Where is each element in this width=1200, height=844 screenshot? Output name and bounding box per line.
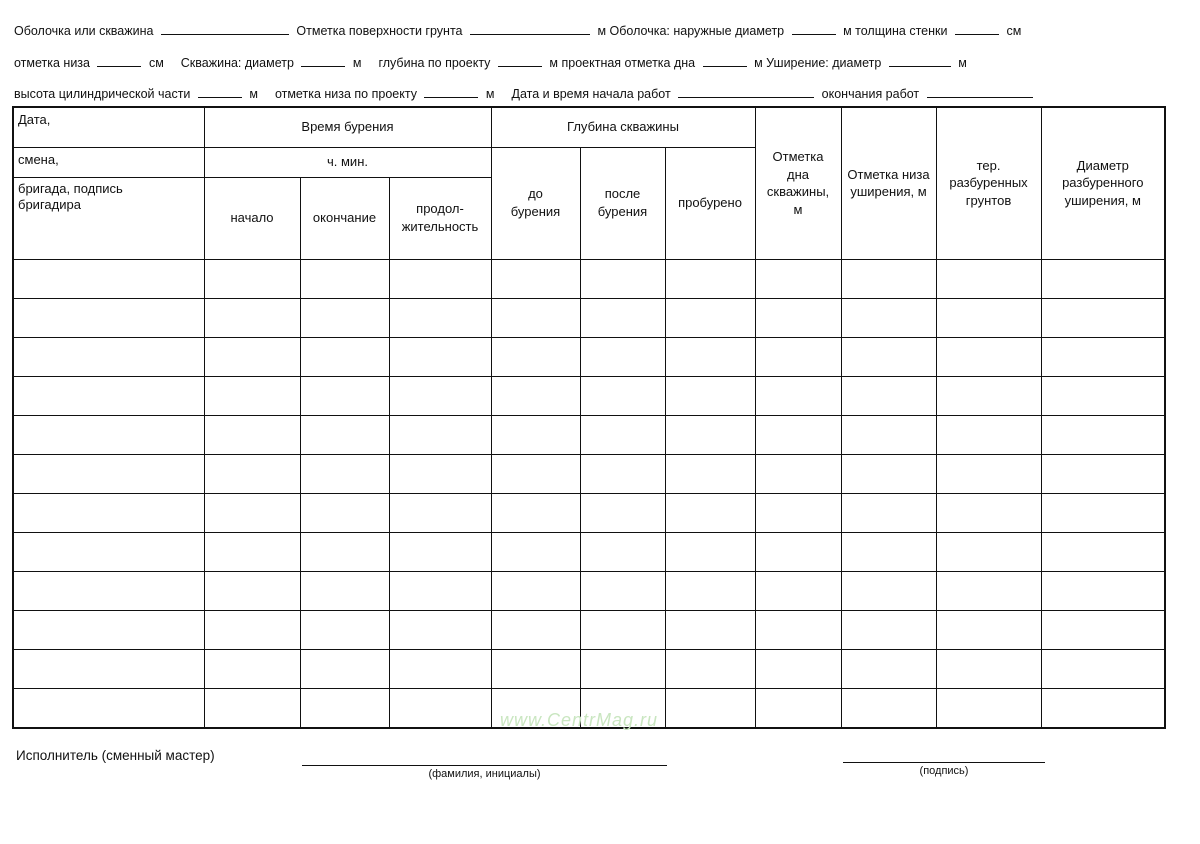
- table-cell[interactable]: [936, 454, 1041, 493]
- col-date-header: Дата,: [13, 107, 204, 147]
- table-cell[interactable]: [389, 688, 491, 728]
- unit-m: м: [754, 56, 763, 70]
- start-time-header: начало: [204, 177, 300, 259]
- table-cell[interactable]: [13, 649, 204, 688]
- table-cell[interactable]: [204, 571, 300, 610]
- col-brigade-header: бригада, подпись бригадира: [13, 177, 204, 259]
- unit-m: м: [958, 56, 967, 70]
- table-cell[interactable]: [580, 259, 665, 298]
- table-cell[interactable]: [841, 259, 936, 298]
- table-cell[interactable]: [755, 376, 841, 415]
- table-cell[interactable]: [665, 688, 755, 728]
- table-cell[interactable]: [300, 259, 389, 298]
- signature-caption: (подпись): [919, 765, 969, 777]
- table-cell[interactable]: [204, 298, 300, 337]
- table-cell[interactable]: [1041, 649, 1165, 688]
- table-cell[interactable]: [1041, 376, 1165, 415]
- table-cell[interactable]: [755, 454, 841, 493]
- drill-time-group-header: Время бурения: [204, 107, 491, 147]
- table-row: [13, 415, 1165, 454]
- table-cell[interactable]: [755, 610, 841, 649]
- table-cell[interactable]: [665, 532, 755, 571]
- table-cell[interactable]: [841, 571, 936, 610]
- table-cell[interactable]: [936, 493, 1041, 532]
- table-cell[interactable]: [665, 415, 755, 454]
- table-cell[interactable]: [580, 337, 665, 376]
- table-cell[interactable]: [13, 454, 204, 493]
- table-cell[interactable]: [936, 259, 1041, 298]
- table-cell[interactable]: [13, 610, 204, 649]
- table-cell[interactable]: [389, 610, 491, 649]
- soil-type-header: тер. разбуренных грунтов: [936, 107, 1041, 259]
- table-cell[interactable]: [841, 532, 936, 571]
- table-cell[interactable]: [300, 532, 389, 571]
- table-cell[interactable]: [580, 376, 665, 415]
- table-cell[interactable]: [1041, 415, 1165, 454]
- table-cell[interactable]: [665, 259, 755, 298]
- table-cell[interactable]: [665, 298, 755, 337]
- end-time-header: окончание: [300, 177, 389, 259]
- table-cell[interactable]: [491, 493, 580, 532]
- table-cell[interactable]: [1041, 532, 1165, 571]
- table-cell[interactable]: [491, 259, 580, 298]
- table-row: [13, 298, 1165, 337]
- table-cell[interactable]: [204, 337, 300, 376]
- table-cell[interactable]: [13, 688, 204, 728]
- table-row: [13, 376, 1165, 415]
- table-cell[interactable]: [580, 649, 665, 688]
- table-cell[interactable]: [204, 259, 300, 298]
- table-cell[interactable]: [665, 610, 755, 649]
- table-cell[interactable]: [300, 454, 389, 493]
- widening-diameter-header: Диаметр разбуренного уширения, м: [1041, 107, 1165, 259]
- name-line[interactable]: [302, 765, 667, 766]
- table-cell[interactable]: [755, 259, 841, 298]
- table-row: [13, 493, 1165, 532]
- signature-line[interactable]: [843, 762, 1045, 763]
- table-cell[interactable]: [841, 415, 936, 454]
- table-row: [13, 532, 1165, 571]
- journal-body: [13, 259, 1165, 728]
- table-cell[interactable]: [665, 376, 755, 415]
- table-cell[interactable]: [841, 454, 936, 493]
- before-drilling-header: до бурения: [491, 147, 580, 259]
- cylinder-height-field[interactable]: [198, 85, 242, 98]
- table-cell[interactable]: [491, 610, 580, 649]
- table-cell[interactable]: [1041, 454, 1165, 493]
- table-cell[interactable]: [389, 376, 491, 415]
- table-cell[interactable]: [491, 454, 580, 493]
- shell-outer-diameter-field[interactable]: [792, 22, 836, 35]
- end-label: окончания работ: [821, 87, 920, 101]
- table-cell[interactable]: [936, 688, 1041, 728]
- after-drilling-header: после бурения: [580, 147, 665, 259]
- ground-surface-label: Отметка поверхности грунта: [296, 24, 463, 38]
- table-cell[interactable]: [491, 649, 580, 688]
- table-cell[interactable]: [300, 571, 389, 610]
- well-diameter-field[interactable]: [301, 54, 345, 67]
- table-cell[interactable]: [665, 337, 755, 376]
- table-cell[interactable]: [204, 649, 300, 688]
- table-cell[interactable]: [491, 376, 580, 415]
- well-diameter-label: Скважина: диаметр: [180, 56, 294, 70]
- table-cell[interactable]: [665, 649, 755, 688]
- table-cell[interactable]: [204, 532, 300, 571]
- table-cell[interactable]: [491, 337, 580, 376]
- table-cell[interactable]: [491, 415, 580, 454]
- table-cell[interactable]: [1041, 610, 1165, 649]
- header-line-3: [14, 85, 1037, 101]
- header-line-1: [14, 22, 1021, 38]
- table-cell[interactable]: [300, 415, 389, 454]
- bottom-mark-label: отметка низа: [14, 56, 90, 70]
- bottom-mark-header: Отметка дна скважины, м: [755, 107, 841, 259]
- table-cell[interactable]: [755, 688, 841, 728]
- header-row-1: [13, 107, 1165, 147]
- table-row: [13, 454, 1165, 493]
- drill-time-units: ч. мин.: [204, 147, 491, 177]
- table-cell[interactable]: [1041, 259, 1165, 298]
- table-cell[interactable]: [204, 415, 300, 454]
- table-cell[interactable]: [13, 259, 204, 298]
- table-cell[interactable]: [389, 259, 491, 298]
- table-cell[interactable]: [1041, 337, 1165, 376]
- table-cell[interactable]: [936, 337, 1041, 376]
- table-cell[interactable]: [300, 610, 389, 649]
- table-cell[interactable]: [755, 298, 841, 337]
- table-cell[interactable]: [665, 571, 755, 610]
- design-bottom-field[interactable]: [424, 85, 478, 98]
- watermark: www.CentrMag.ru: [500, 710, 659, 730]
- unit-m: м: [249, 87, 258, 101]
- table-cell[interactable]: [13, 298, 204, 337]
- table-cell[interactable]: [300, 688, 389, 728]
- unit-m: м: [352, 56, 362, 70]
- table-cell[interactable]: [204, 493, 300, 532]
- table-cell[interactable]: [665, 454, 755, 493]
- table-cell[interactable]: [755, 493, 841, 532]
- table-cell[interactable]: [13, 493, 204, 532]
- table-cell[interactable]: [300, 493, 389, 532]
- table-cell[interactable]: [300, 649, 389, 688]
- table-cell[interactable]: [491, 571, 580, 610]
- table-cell[interactable]: [204, 454, 300, 493]
- unit-m: м: [549, 56, 558, 70]
- unit-m: м: [485, 87, 495, 101]
- table-cell[interactable]: [841, 610, 936, 649]
- table-cell[interactable]: [580, 532, 665, 571]
- table-cell[interactable]: [936, 376, 1041, 415]
- table-cell[interactable]: [491, 298, 580, 337]
- well-depth-group-header: Глубина скважины: [491, 107, 755, 147]
- shell-or-well-field[interactable]: [161, 22, 289, 35]
- table-cell[interactable]: [755, 649, 841, 688]
- table-cell[interactable]: [389, 649, 491, 688]
- unit-m: м: [843, 24, 852, 38]
- table-cell[interactable]: [389, 337, 491, 376]
- table-cell[interactable]: [491, 532, 580, 571]
- table-cell[interactable]: [1041, 571, 1165, 610]
- table-cell[interactable]: [665, 493, 755, 532]
- table-cell[interactable]: [1041, 688, 1165, 728]
- table-cell[interactable]: [389, 298, 491, 337]
- table-cell[interactable]: [300, 337, 389, 376]
- drilling-journal-table: [12, 106, 1166, 729]
- design-bottom-mark-label: проектная отметка дна: [561, 56, 696, 70]
- table-cell[interactable]: [841, 688, 936, 728]
- wall-thickness-label: толщина стенки: [855, 24, 948, 38]
- table-cell[interactable]: [300, 298, 389, 337]
- executor-label: Исполнитель (сменный мастер): [16, 748, 215, 763]
- design-depth-label: глубина по проекту: [378, 56, 491, 70]
- col-shift-header: смена,: [13, 147, 204, 177]
- table-cell[interactable]: [389, 454, 491, 493]
- table-cell[interactable]: [580, 298, 665, 337]
- table-cell[interactable]: [755, 571, 841, 610]
- table-cell[interactable]: [13, 376, 204, 415]
- widening-diameter-label: Уширение: диаметр: [766, 56, 882, 70]
- design-bottom-label: отметка низа по проекту: [274, 87, 417, 101]
- start-datetime-field[interactable]: [678, 85, 814, 98]
- table-cell[interactable]: [936, 532, 1041, 571]
- bottom-mark-field[interactable]: [97, 54, 141, 67]
- ground-surface-field[interactable]: [470, 22, 590, 35]
- table-cell[interactable]: [389, 415, 491, 454]
- table-cell[interactable]: [580, 610, 665, 649]
- table-cell[interactable]: [580, 493, 665, 532]
- table-cell[interactable]: [204, 376, 300, 415]
- table-cell[interactable]: [580, 415, 665, 454]
- widening-diameter-field[interactable]: [889, 54, 951, 67]
- wall-thickness-field[interactable]: [955, 22, 999, 35]
- duration-header: продол-жительность: [389, 177, 491, 259]
- table-cell[interactable]: [389, 493, 491, 532]
- design-depth-field[interactable]: [498, 54, 542, 67]
- unit-m: м: [597, 24, 607, 38]
- table-cell[interactable]: [1041, 493, 1165, 532]
- table-cell[interactable]: [204, 610, 300, 649]
- table-cell[interactable]: [755, 415, 841, 454]
- table-cell[interactable]: [1041, 298, 1165, 337]
- table-cell[interactable]: [841, 298, 936, 337]
- widening-bottom-header: Отметка низа уширения, м: [841, 107, 936, 259]
- header-line-2: [14, 54, 967, 70]
- table-row: [13, 571, 1165, 610]
- table-cell[interactable]: [13, 532, 204, 571]
- table-cell[interactable]: [936, 415, 1041, 454]
- table-cell[interactable]: [841, 493, 936, 532]
- shell-or-well-label: Оболочка или скважина: [14, 24, 154, 38]
- table-row: [13, 337, 1165, 376]
- table-cell[interactable]: [13, 571, 204, 610]
- start-datetime-label: Дата и время начала работ: [511, 87, 671, 101]
- table-cell[interactable]: [204, 688, 300, 728]
- table-row: [13, 610, 1165, 649]
- name-caption: (фамилия, инициалы): [428, 768, 541, 780]
- drilled-header: пробурено: [665, 147, 755, 259]
- table-cell[interactable]: [389, 571, 491, 610]
- unit-cm: см: [1006, 24, 1022, 38]
- table-row: [13, 259, 1165, 298]
- table-cell[interactable]: [936, 298, 1041, 337]
- table-cell[interactable]: [755, 532, 841, 571]
- design-bottom-mark-field[interactable]: [703, 54, 747, 67]
- table-cell[interactable]: [936, 610, 1041, 649]
- table-cell[interactable]: [389, 532, 491, 571]
- table-cell[interactable]: [755, 337, 841, 376]
- table-cell[interactable]: [841, 649, 936, 688]
- table-cell[interactable]: [580, 454, 665, 493]
- table-cell[interactable]: [841, 376, 936, 415]
- end-datetime-field[interactable]: [927, 85, 1033, 98]
- table-cell[interactable]: [936, 571, 1041, 610]
- table-cell[interactable]: [580, 571, 665, 610]
- table-cell[interactable]: [841, 337, 936, 376]
- table-cell[interactable]: [13, 337, 204, 376]
- shell-outer-diameter-label: Оболочка: наружные диаметр: [609, 24, 785, 38]
- table-cell[interactable]: [936, 649, 1041, 688]
- table-row: [13, 649, 1165, 688]
- table-cell[interactable]: [13, 415, 204, 454]
- unit-cm: см: [148, 56, 164, 70]
- table-cell[interactable]: [300, 376, 389, 415]
- cylinder-height-label: высота цилиндрической части: [14, 87, 191, 101]
